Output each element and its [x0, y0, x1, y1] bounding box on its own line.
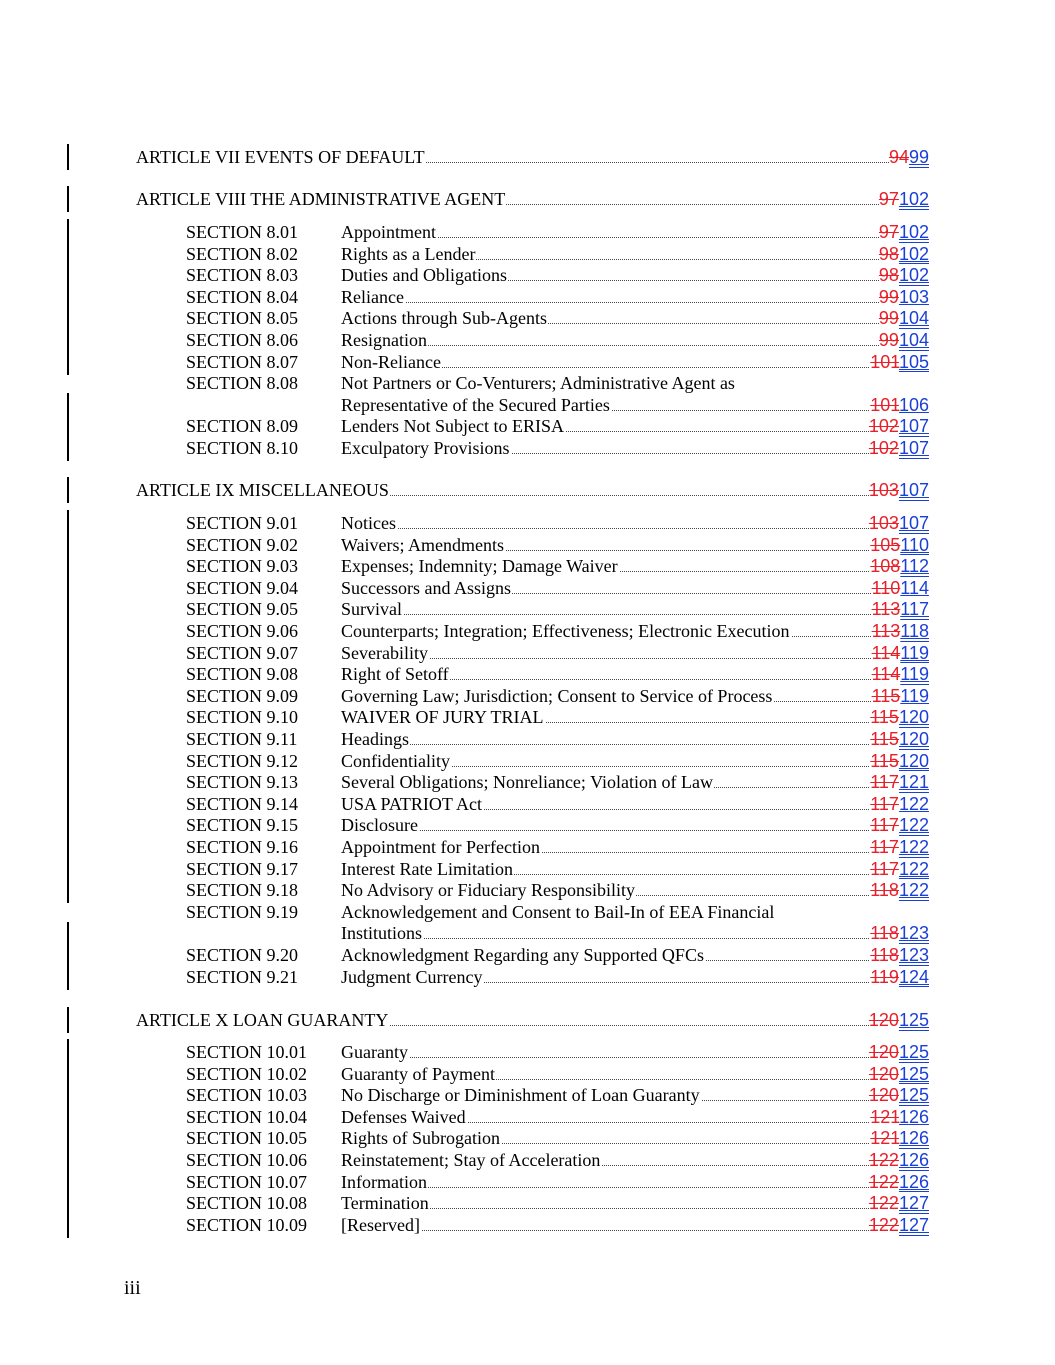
toc-section-number: SECTION 8.08: [186, 373, 298, 394]
dot-leader: [341, 658, 929, 659]
toc-section-title[interactable]: Acknowledgement and Consent to Bail-In of EEA Financial: [341, 901, 775, 922]
toc-section-title[interactable]: Interest Rate Limitation: [341, 858, 513, 879]
page-reference[interactable]: [870, 836, 929, 858]
inserted-page-number[interactable]: 107: [898, 438, 929, 458]
deleted-page-number: 117: [870, 793, 899, 814]
toc-section-title[interactable]: Termination: [341, 1193, 429, 1214]
toc-section-title[interactable]: Appointment for Perfection: [341, 837, 540, 857]
toc-section-title[interactable]: Confidentiality: [341, 750, 450, 771]
deleted-page-number: 101: [870, 394, 899, 415]
inserted-page-number[interactable]: 110: [900, 534, 929, 555]
toc-section-number: SECTION 8.06: [186, 330, 298, 350]
inserted-page-number[interactable]: 103: [898, 286, 929, 307]
inserted-page-number[interactable]: 107: [898, 416, 929, 437]
inserted-page-number[interactable]: 104: [898, 308, 929, 329]
page-reference[interactable]: [870, 1127, 929, 1149]
toc-section-row: [0, 1149, 1055, 1171]
deleted-page-number: 122: [868, 1150, 899, 1170]
page-reference[interactable]: [870, 771, 929, 793]
revision-change-bar: [67, 1007, 69, 1033]
deleted-page-number: 102: [868, 416, 899, 437]
toc-section-row: [0, 642, 1055, 664]
inserted-page-number[interactable]: 118: [900, 621, 929, 641]
deleted-page-number: 101: [870, 351, 899, 372]
page-reference[interactable]: [870, 534, 929, 556]
toc-article-title[interactable]: ARTICLE IX MISCELLANEOUS: [136, 480, 389, 500]
toc-section-title[interactable]: Notices: [341, 513, 396, 533]
toc-section-number: SECTION 9.12: [186, 750, 298, 771]
page-reference[interactable]: [879, 286, 929, 308]
toc-section-number: SECTION 9.19: [186, 901, 298, 922]
page-reference[interactable]: [872, 598, 929, 620]
page-reference[interactable]: [869, 1041, 929, 1063]
toc-section-number: SECTION 8.02: [186, 243, 298, 264]
deleted-page-number: 108: [870, 556, 901, 577]
inserted-page-number[interactable]: 102: [898, 265, 929, 286]
toc-section-number: SECTION 9.04: [186, 577, 298, 598]
page-reference[interactable]: [869, 1171, 929, 1193]
page-reference[interactable]: [872, 577, 929, 599]
inserted-page-number[interactable]: 125: [898, 1085, 929, 1106]
toc-section-title[interactable]: WAIVER OF JURY TRIAL: [341, 707, 544, 728]
toc-section-row: [0, 1214, 1055, 1236]
toc-section-title[interactable]: Reliance: [341, 286, 404, 307]
page-number: iii: [124, 1277, 141, 1299]
page-reference[interactable]: [869, 1149, 929, 1171]
inserted-page-number[interactable]: 104: [898, 330, 929, 350]
toc-article-row: [0, 146, 1055, 168]
toc-section-number: SECTION 9.16: [186, 837, 298, 857]
inserted-page-number[interactable]: 126: [898, 1171, 929, 1192]
toc-section-title[interactable]: No Discharge or Diminishment of Loan Guaranty: [341, 1085, 700, 1106]
revision-change-bar: [67, 435, 69, 461]
toc-section-row: [0, 1041, 1055, 1063]
inserted-page-number[interactable]: 122: [898, 815, 929, 836]
dot-leader: [341, 938, 929, 939]
inserted-page-number[interactable]: 127: [898, 1193, 929, 1214]
page-reference[interactable]: [869, 479, 929, 501]
page-reference[interactable]: [869, 1214, 929, 1236]
inserted-page-number[interactable]: 125: [898, 1010, 929, 1030]
toc-section-title[interactable]: Rights as a Lender: [341, 243, 476, 264]
page-reference[interactable]: [870, 555, 929, 577]
page-reference[interactable]: [870, 879, 929, 901]
page-reference[interactable]: [869, 415, 929, 437]
toc-section-number: SECTION 10.09: [186, 1214, 307, 1235]
toc-section-row: [0, 858, 1055, 880]
deleted-page-number: 98: [878, 243, 899, 264]
deleted-page-number: 122: [868, 1193, 899, 1214]
deleted-page-number: 99: [878, 330, 899, 350]
page-reference[interactable]: [870, 858, 929, 880]
toc-section-number: SECTION 9.18: [186, 880, 298, 901]
toc-section-number: SECTION 9.03: [186, 556, 298, 577]
toc-section-row: [0, 264, 1055, 286]
toc-section-title-continued[interactable]: Representative of the Secured Parties: [341, 394, 610, 415]
inserted-page-number[interactable]: 127: [898, 1214, 929, 1235]
page-reference[interactable]: [870, 966, 929, 988]
deleted-page-number: 97: [878, 222, 899, 242]
deleted-page-number: 120: [868, 1042, 899, 1062]
toc-section-number: SECTION 8.09: [186, 416, 298, 437]
page-reference[interactable]: [870, 351, 929, 373]
inserted-page-number[interactable]: 119: [900, 664, 929, 685]
inserted-page-number[interactable]: 126: [898, 1128, 929, 1149]
toc-section-title[interactable]: Resignation: [341, 330, 427, 350]
inserted-page-number[interactable]: 119: [900, 642, 929, 663]
inserted-page-number[interactable]: 122: [898, 793, 929, 814]
toc-section-row: [0, 685, 1055, 707]
toc-section-row: [0, 793, 1055, 815]
toc-section-title[interactable]: Right of Setoff: [341, 664, 449, 685]
deleted-page-number: 94: [888, 147, 909, 167]
toc-section-row: [0, 771, 1055, 793]
page-reference[interactable]: [870, 394, 929, 416]
toc-section-row: [0, 1106, 1055, 1128]
toc-section-row: [0, 836, 1055, 858]
toc-section-title[interactable]: Lenders Not Subject to ERISA: [341, 416, 564, 437]
toc-section-number: SECTION 9.15: [186, 815, 298, 836]
page-reference[interactable]: [879, 264, 929, 286]
deleted-page-number: 120: [868, 1063, 899, 1084]
toc-section-title[interactable]: USA PATRIOT Act: [341, 793, 483, 814]
page-reference[interactable]: [870, 793, 929, 815]
deleted-page-number: 102: [868, 438, 899, 458]
deleted-page-number: 121: [870, 1106, 899, 1127]
dot-leader: [341, 830, 929, 831]
toc-section-number: SECTION 9.10: [186, 707, 298, 728]
toc-section-number: SECTION 10.07: [186, 1171, 307, 1192]
page-reference[interactable]: [869, 1192, 929, 1214]
toc-section-number: SECTION 9.14: [186, 793, 298, 814]
revision-change-bar: [67, 186, 69, 212]
toc-section-number: SECTION 8.01: [186, 222, 298, 242]
deleted-page-number: 118: [870, 880, 899, 901]
revision-change-bar: [67, 877, 69, 903]
toc-section-number: SECTION 9.07: [186, 642, 298, 663]
toc-section-row: [0, 437, 1055, 459]
toc-section-row: [0, 243, 1055, 265]
toc-section-title[interactable]: Severability: [341, 642, 428, 663]
toc-section-title[interactable]: Guaranty of Payment: [341, 1063, 495, 1084]
deleted-page-number: 117: [870, 858, 899, 879]
inserted-page-number[interactable]: 119: [900, 685, 929, 706]
page-reference[interactable]: [879, 329, 929, 351]
toc-section-row: [0, 1063, 1055, 1085]
toc-section-title[interactable]: Acknowledgment Regarding any Supported QFCs: [341, 945, 704, 965]
toc-section-number: SECTION 8.07: [186, 351, 298, 372]
toc-section-number: SECTION 10.06: [186, 1150, 307, 1170]
toc-section-title[interactable]: Survival: [341, 599, 402, 620]
inserted-page-number[interactable]: 102: [898, 189, 929, 209]
inserted-page-number[interactable]: 117: [900, 599, 929, 620]
toc-section-row: [0, 512, 1055, 534]
toc-section-title[interactable]: Information: [341, 1171, 427, 1192]
page-reference[interactable]: [872, 663, 929, 685]
deleted-page-number: 117: [870, 772, 899, 793]
dot-leader: [341, 528, 929, 529]
toc-section-row: [0, 329, 1055, 351]
inserted-page-number[interactable]: 99: [908, 147, 929, 167]
toc-section-title[interactable]: Defenses Waived: [341, 1106, 466, 1127]
toc-article-title[interactable]: ARTICLE X LOAN GUARANTY: [136, 1010, 389, 1030]
toc-section-row: [0, 901, 1055, 944]
deleted-page-number: 99: [878, 308, 899, 329]
page-reference[interactable]: [870, 1106, 929, 1128]
inserted-page-number[interactable]: 120: [898, 750, 929, 771]
page-reference[interactable]: [870, 728, 929, 750]
toc-section-number: SECTION 10.08: [186, 1193, 307, 1214]
revision-change-bar: [67, 1212, 69, 1238]
toc-section-number: SECTION 9.01: [186, 513, 298, 533]
page-reference[interactable]: [869, 512, 929, 534]
inserted-page-number[interactable]: 120: [898, 729, 929, 749]
inserted-page-number[interactable]: 126: [898, 1150, 929, 1170]
revision-change-bar: [67, 349, 69, 375]
toc-section-row: [0, 663, 1055, 685]
inserted-page-number[interactable]: 105: [898, 351, 929, 372]
toc-article-row: [0, 479, 1055, 501]
deleted-page-number: 113: [871, 621, 901, 641]
toc-section-row: [0, 221, 1055, 243]
revision-change-bar: [67, 144, 69, 170]
deleted-page-number: 115: [870, 750, 899, 771]
inserted-page-number[interactable]: 112: [900, 556, 929, 577]
inserted-page-number[interactable]: 123: [898, 945, 929, 965]
deleted-page-number: 120: [868, 1010, 899, 1030]
deleted-page-number: 103: [868, 513, 899, 533]
deleted-page-number: 103: [868, 480, 899, 500]
toc-section-number: SECTION 10.01: [186, 1042, 307, 1062]
inserted-page-number[interactable]: 102: [898, 243, 929, 264]
toc-section-row: [0, 286, 1055, 308]
inserted-page-number[interactable]: 107: [898, 480, 929, 500]
toc-section-row: [0, 750, 1055, 772]
toc-section-number: SECTION 9.20: [186, 945, 298, 965]
toc-section-number: SECTION 10.04: [186, 1106, 307, 1127]
toc-section-row: [0, 1192, 1055, 1214]
toc-section-title[interactable]: [Reserved]: [341, 1214, 420, 1235]
deleted-page-number: 122: [868, 1171, 899, 1192]
inserted-page-number[interactable]: 107: [898, 513, 929, 533]
toc-section-row: [0, 1127, 1055, 1149]
page-reference[interactable]: [872, 685, 929, 707]
deleted-page-number: 119: [870, 966, 899, 987]
dot-leader: [341, 1057, 929, 1058]
toc-section-title[interactable]: Successors and Assigns: [341, 577, 511, 598]
toc-section-title[interactable]: Expenses; Indemnity; Damage Waiver: [341, 556, 618, 577]
toc-section-title[interactable]: Waivers; Amendments: [341, 534, 505, 555]
deleted-page-number: 115: [871, 685, 901, 706]
toc-section-row: [0, 620, 1055, 642]
deleted-page-number: 114: [871, 664, 901, 685]
toc-section-title[interactable]: Appointment: [341, 222, 436, 242]
deleted-page-number: 121: [870, 1128, 899, 1149]
toc-section-number: SECTION 9.05: [186, 599, 298, 620]
toc-section-number: SECTION 10.05: [186, 1128, 307, 1149]
inserted-page-number[interactable]: 125: [898, 1063, 929, 1084]
deleted-page-number: 113: [871, 599, 901, 620]
toc-section-row: [0, 534, 1055, 556]
toc-section-title-continued[interactable]: Institutions: [341, 923, 423, 944]
toc-section-title[interactable]: Non-Reliance: [341, 351, 441, 372]
toc-section-row: [0, 706, 1055, 728]
inserted-page-number[interactable]: 102: [898, 222, 929, 242]
toc-section-row: [0, 814, 1055, 836]
inserted-page-number[interactable]: 120: [898, 707, 929, 728]
toc-section-number: SECTION 9.13: [186, 772, 298, 793]
deleted-page-number: 99: [878, 286, 899, 307]
page-reference[interactable]: [869, 1063, 929, 1085]
inserted-page-number[interactable]: 124: [898, 966, 929, 987]
toc-section-number: SECTION 9.17: [186, 858, 298, 879]
deleted-page-number: 118: [870, 945, 899, 965]
inserted-page-number[interactable]: 123: [898, 923, 929, 944]
deleted-page-number: 98: [878, 265, 899, 286]
page-reference[interactable]: [870, 922, 929, 944]
page-reference[interactable]: [889, 146, 929, 168]
revision-change-bar: [67, 964, 69, 990]
toc-section-title[interactable]: Not Partners or Co-Venturers; Administrative Agent as: [341, 373, 735, 394]
dot-leader: [341, 302, 929, 303]
toc-section-title[interactable]: Rights of Subrogation: [341, 1128, 501, 1149]
page-reference[interactable]: [870, 706, 929, 728]
toc-section-row: [0, 1171, 1055, 1193]
deleted-page-number: 117: [870, 815, 899, 836]
page-reference[interactable]: [870, 814, 929, 836]
toc-section-number: SECTION 9.11: [186, 729, 298, 749]
toc-section-number: SECTION 10.03: [186, 1085, 307, 1106]
dot-leader: [341, 1230, 929, 1231]
page-reference[interactable]: [879, 221, 929, 243]
inserted-page-number[interactable]: 121: [898, 772, 929, 793]
toc-section-title[interactable]: Governing Law; Jurisdiction; Consent to Service of Process: [341, 685, 773, 706]
page-reference[interactable]: [872, 642, 929, 664]
inserted-page-number[interactable]: 122: [898, 858, 929, 879]
page-reference[interactable]: [879, 307, 929, 329]
inserted-page-number[interactable]: 126: [898, 1106, 929, 1127]
toc-section-row: [0, 879, 1055, 901]
toc-section-title[interactable]: Counterparts; Integration; Effectiveness; Electronic Execution: [341, 621, 790, 641]
toc-article-row: [0, 1009, 1055, 1031]
deleted-page-number: 114: [871, 642, 901, 663]
page-reference[interactable]: [879, 243, 929, 265]
toc-section-title[interactable]: Actions through Sub-Agents: [341, 308, 547, 329]
toc-section-title[interactable]: Guaranty: [341, 1042, 408, 1062]
deleted-page-number: 97: [878, 189, 899, 209]
deleted-page-number: 115: [870, 729, 899, 749]
toc-section-row: [0, 598, 1055, 620]
page-reference[interactable]: [869, 437, 929, 459]
toc-section-row: [0, 728, 1055, 750]
toc-section-number: SECTION 10.02: [186, 1063, 307, 1084]
page-reference[interactable]: [869, 1009, 929, 1031]
revision-change-bar: [67, 477, 69, 503]
inserted-page-number[interactable]: 106: [898, 394, 929, 415]
deleted-page-number: 122: [868, 1214, 899, 1235]
toc-section-number: SECTION 9.09: [186, 685, 298, 706]
toc-section-number: SECTION 9.02: [186, 534, 298, 555]
toc-section-number: SECTION 8.03: [186, 265, 298, 286]
inserted-page-number[interactable]: 125: [898, 1042, 929, 1062]
toc-section-number: SECTION 9.21: [186, 966, 298, 987]
toc-section-row: [0, 415, 1055, 437]
toc-section-title[interactable]: Headings: [341, 729, 409, 749]
toc-section-number: SECTION 8.05: [186, 308, 298, 329]
dot-leader: [341, 744, 929, 745]
toc-section-number: SECTION 8.10: [186, 438, 298, 458]
inserted-page-number[interactable]: 122: [898, 837, 929, 857]
toc-section-number: SECTION 8.04: [186, 286, 298, 307]
dot-leader: [341, 614, 929, 615]
inserted-page-number[interactable]: 122: [898, 880, 929, 901]
dot-leader: [341, 345, 929, 346]
deleted-page-number: 105: [870, 534, 901, 555]
toc-section-number: SECTION 9.06: [186, 621, 298, 641]
inserted-page-number[interactable]: 114: [900, 577, 929, 598]
toc-article-row: [0, 188, 1055, 210]
toc-section-row: [0, 577, 1055, 599]
deleted-page-number: 110: [871, 577, 901, 598]
deleted-page-number: 115: [870, 707, 899, 728]
toc-section-row: [0, 372, 1055, 415]
page-reference[interactable]: [869, 1084, 929, 1106]
toc-section-title[interactable]: Several Obligations; Nonreliance; Violation of Law: [341, 772, 713, 793]
deleted-page-number: 118: [870, 923, 899, 944]
page-reference[interactable]: [870, 750, 929, 772]
toc-section-title[interactable]: Judgment Currency: [341, 966, 483, 987]
toc-article-title[interactable]: ARTICLE VIII THE ADMINISTRATIVE AGENT: [136, 189, 506, 209]
page-reference[interactable]: [870, 944, 929, 966]
toc-section-row: [0, 555, 1055, 577]
page-reference[interactable]: [879, 188, 929, 210]
toc-article-title[interactable]: ARTICLE VII EVENTS OF DEFAULT: [136, 147, 425, 167]
toc-section-row: [0, 307, 1055, 329]
deleted-page-number: 117: [870, 837, 899, 857]
toc-section-row: [0, 351, 1055, 373]
toc-section-row: [0, 966, 1055, 988]
toc-section-title[interactable]: No Advisory or Fiduciary Responsibility: [341, 880, 635, 901]
toc-section-row: [0, 1084, 1055, 1106]
toc-section-title[interactable]: Exculpatory Provisions: [341, 438, 510, 458]
toc-section-title[interactable]: Reinstatement; Stay of Acceleration: [341, 1150, 601, 1170]
toc-section-number: SECTION 9.08: [186, 664, 298, 685]
page-reference[interactable]: [872, 620, 929, 642]
toc-section-title[interactable]: Duties and Obligations: [341, 265, 507, 286]
toc-section-title[interactable]: Disclosure: [341, 815, 418, 836]
deleted-page-number: 120: [868, 1085, 899, 1106]
dot-leader: [341, 1187, 929, 1188]
toc-section-row: [0, 944, 1055, 966]
